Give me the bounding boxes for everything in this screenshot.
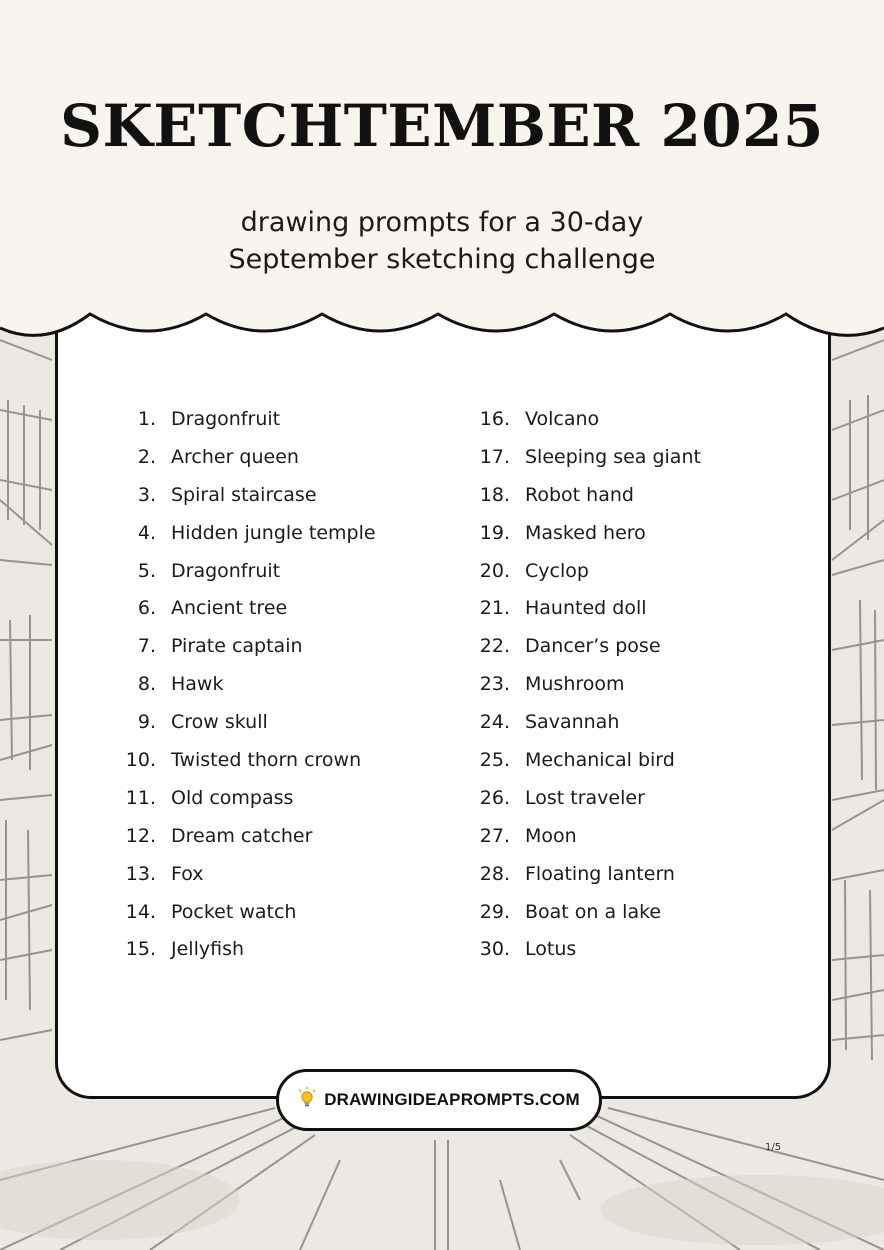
- prompt-text: Dragonfruit: [171, 559, 281, 582]
- prompt-text: Savannah: [525, 711, 620, 734]
- subtitle-line-1: drawing prompts for a 30-day: [240, 207, 644, 238]
- prompt-number: 11.: [125, 786, 156, 809]
- prompt-number: 5.: [137, 559, 156, 582]
- prompt-number: 8.: [137, 673, 156, 696]
- prompt-item: [116, 779, 376, 817]
- prompt-item: [470, 741, 701, 779]
- prompt-item: [470, 589, 701, 627]
- page-indicator: 1/5: [765, 1142, 782, 1153]
- prompt-number: 12.: [125, 824, 156, 847]
- prompt-text: Dream catcher: [171, 824, 313, 847]
- prompt-item: [470, 703, 701, 741]
- prompt-number: 7.: [137, 635, 156, 658]
- prompt-item: [116, 741, 376, 779]
- prompt-item: [116, 476, 376, 514]
- prompt-item: [470, 893, 701, 931]
- prompt-number: 3.: [137, 483, 156, 506]
- prompt-number: 26.: [479, 786, 510, 809]
- prompt-item: [116, 703, 376, 741]
- prompt-text: Cyclop: [525, 559, 589, 582]
- prompt-text: Jellyfish: [171, 938, 245, 961]
- prompt-text: Archer queen: [171, 445, 299, 468]
- prompt-item: [470, 627, 701, 665]
- prompt-text: Hawk: [171, 673, 224, 696]
- prompt-number: 15.: [125, 938, 156, 961]
- prompt-text: Lost traveler: [525, 786, 645, 809]
- prompt-item: [470, 930, 701, 968]
- prompt-item: [116, 817, 376, 855]
- prompt-item: [116, 930, 376, 968]
- prompt-item: [470, 552, 701, 590]
- prompt-number: 27.: [479, 824, 510, 847]
- prompt-item: [470, 400, 701, 438]
- prompt-number: 21.: [479, 597, 510, 620]
- prompt-number: 14.: [125, 900, 156, 923]
- prompt-text: Haunted doll: [525, 597, 647, 620]
- prompt-item: [116, 552, 376, 590]
- prompt-text: Moon: [525, 824, 577, 847]
- header-panel: [0, 0, 884, 330]
- prompt-text: Mechanical bird: [525, 748, 675, 771]
- prompt-item: [116, 438, 376, 476]
- prompt-item: [470, 817, 701, 855]
- prompt-number: 23.: [479, 673, 510, 696]
- page-subtitle: [0, 204, 884, 278]
- prompt-text: Spiral staircase: [171, 483, 317, 506]
- prompt-number: 2.: [137, 445, 156, 468]
- prompt-item: [116, 514, 376, 552]
- prompt-number: 19.: [479, 521, 510, 544]
- prompt-number: 29.: [479, 900, 510, 923]
- prompt-text: Dancer’s pose: [525, 635, 661, 658]
- prompt-item: [470, 476, 701, 514]
- prompt-number: 24.: [479, 711, 510, 734]
- website-label: DRAWINGIDEAPROMPTS.COM: [324, 1090, 580, 1109]
- prompt-number: 25.: [479, 748, 510, 771]
- prompt-text: Boat on a lake: [525, 900, 662, 923]
- prompt-number: 30.: [479, 938, 510, 961]
- prompt-number: 9.: [137, 711, 156, 734]
- prompt-text: Crow skull: [171, 711, 268, 734]
- prompt-number: 1.: [137, 407, 156, 430]
- prompt-text: Floating lantern: [525, 862, 675, 885]
- prompt-number: 18.: [479, 483, 510, 506]
- prompt-text: Pocket watch: [171, 900, 297, 923]
- prompt-item: [470, 779, 701, 817]
- prompt-list-days-1-15: [116, 400, 376, 968]
- prompt-text: Fox: [171, 862, 204, 885]
- prompt-item: [116, 627, 376, 665]
- prompt-text: Lotus: [525, 938, 577, 961]
- prompt-item: [116, 400, 376, 438]
- prompt-text: Masked hero: [525, 521, 646, 544]
- prompt-number: 17.: [479, 445, 510, 468]
- prompt-number: 16.: [479, 407, 510, 430]
- prompt-text: Twisted thorn crown: [171, 748, 362, 771]
- prompt-text: Dragonfruit: [171, 407, 281, 430]
- prompt-number: 20.: [479, 559, 510, 582]
- prompt-item: [470, 665, 701, 703]
- prompt-number: 13.: [125, 862, 156, 885]
- prompt-item: [470, 855, 701, 893]
- prompt-item: [470, 438, 701, 476]
- prompt-text: Old compass: [171, 786, 294, 809]
- prompt-number: 6.: [137, 597, 156, 620]
- prompt-text: Robot hand: [525, 483, 634, 506]
- prompt-number: 10.: [125, 748, 156, 771]
- prompt-text: Volcano: [525, 407, 600, 430]
- prompt-item: [116, 893, 376, 931]
- prompt-text: Mushroom: [525, 673, 625, 696]
- prompt-text: Ancient tree: [171, 597, 288, 620]
- prompt-item: [116, 589, 376, 627]
- page-title: SKETCHTEMBER 2025: [60, 92, 824, 160]
- prompt-number: 28.: [479, 862, 510, 885]
- prompt-number: 22.: [479, 635, 510, 658]
- prompt-item: [116, 665, 376, 703]
- prompt-item: [470, 514, 701, 552]
- prompt-text: Pirate captain: [171, 635, 303, 658]
- subtitle-line-2: September sketching challenge: [228, 244, 656, 275]
- scalloped-header-edge: [0, 300, 884, 345]
- website-badge[interactable]: [276, 1069, 602, 1131]
- prompt-list-days-16-30: [470, 400, 701, 968]
- prompt-text: Hidden jungle temple: [171, 521, 376, 544]
- prompt-item: [116, 855, 376, 893]
- prompt-text: Sleeping sea giant: [525, 445, 701, 468]
- lightbulb-icon: [298, 1087, 316, 1114]
- prompt-number: 4.: [137, 521, 156, 544]
